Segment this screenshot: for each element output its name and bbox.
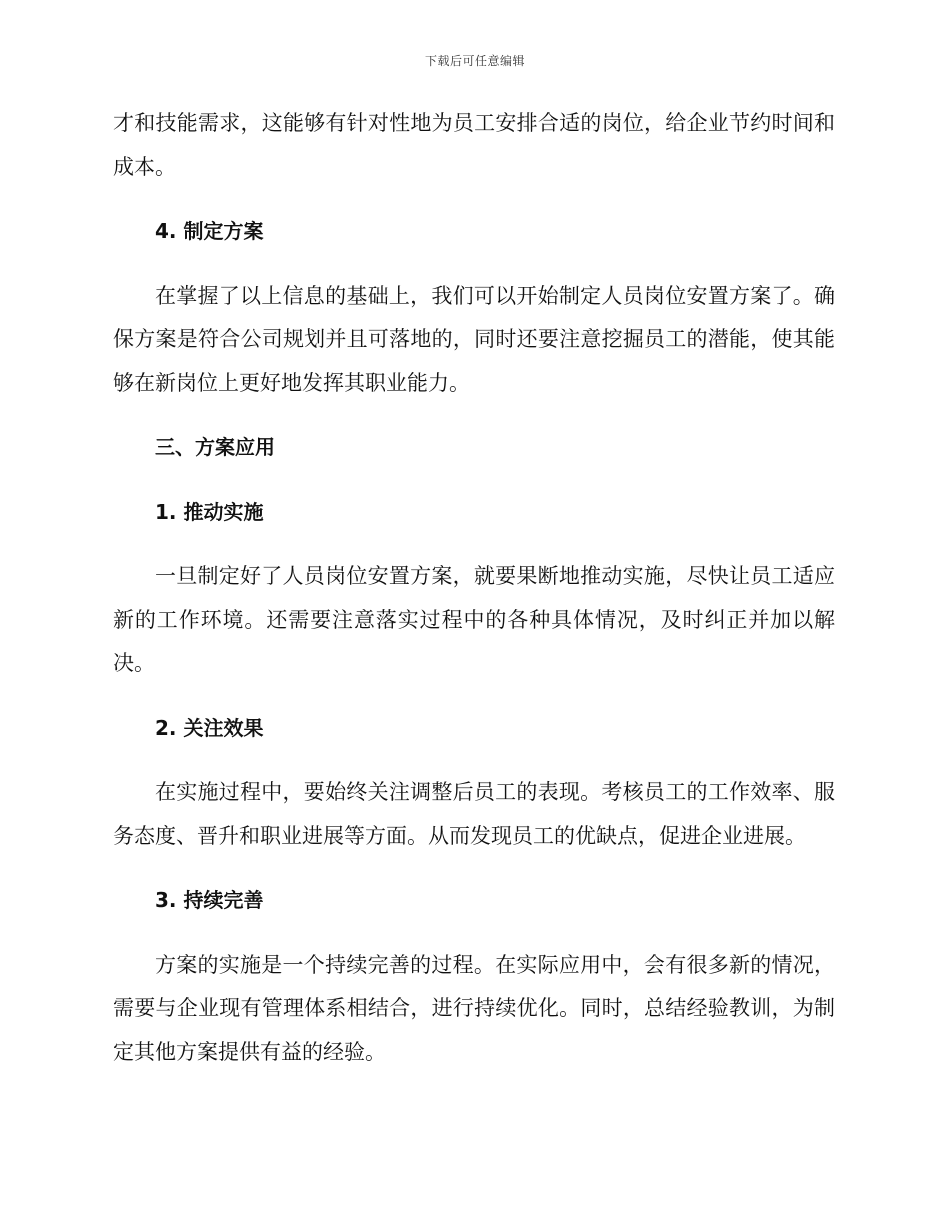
chapter-heading-application: 三、方案应用	[155, 435, 275, 459]
document-body	[113, 102, 835, 1095]
section-heading-1-implement: 1. 推动实施	[155, 499, 264, 524]
paragraph-plan: 在掌握了以上信息的基础上，我们可以开始制定人员岗位安置方案了。确保方案是符合公司规划并且可落地的，同时还要注意挖掘员工的潜能，使其能够在新岗位上更好地发挥其职业能力。	[113, 283, 835, 395]
page-header: 下载后可任意编辑	[424, 54, 525, 68]
paragraph-improve: 方案的实施是一个持续完善的过程。在实际应用中，会有很多新的情况，需要与企业现有管理体系相结合，进行持续优化。同时，总结经验教训，为制定其他方案提供有益的经验。	[113, 952, 835, 1064]
paragraph-effect: 在实施过程中，要始终关注调整后员工的表现。考核员工的工作效率、服务态度、晋升和职业进展等方面。从而发现员工的优缺点，促进企业进展。	[113, 780, 835, 848]
section-heading-2-effect: 2. 关注效果	[155, 715, 264, 740]
paragraph-implement: 一旦制定好了人员岗位安置方案，就要果断地推动实施，尽快让员工适应新的工作环境。还需要注意落实过程中的各种具体情况，及时纠正并加以解决。	[113, 564, 835, 675]
section-heading-3-improve: 3. 持续完善	[155, 888, 264, 912]
section-heading-4-plan: 4. 制定方案	[155, 219, 264, 243]
paragraph-continued: 才和技能需求，这能够有针对性地为员工安排合适的岗位，给企业节约时间和成本。	[113, 111, 835, 179]
